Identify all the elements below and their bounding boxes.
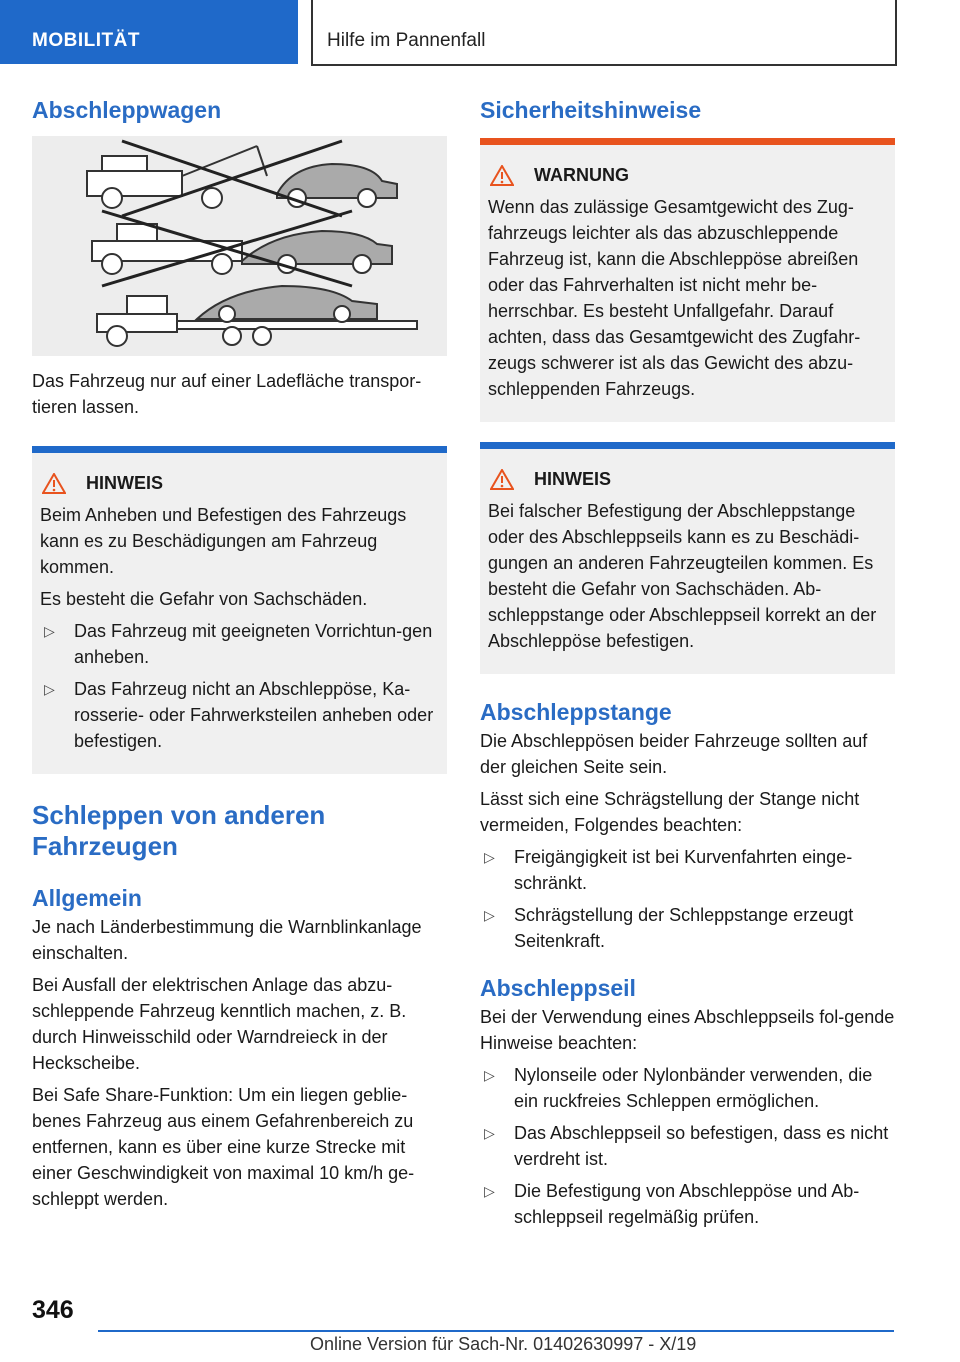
warning-triangle-icon bbox=[490, 469, 514, 490]
stange-list bbox=[480, 844, 895, 954]
stange-para-2: Lässt sich eine Schrägstellung der Stange nicht vermeiden, Folgendes beachten: bbox=[480, 788, 860, 835]
tow-truck-illustration bbox=[32, 136, 447, 356]
section-heading-allgemein: Allgemein bbox=[32, 885, 142, 912]
list-marker-icon: ▷ bbox=[484, 1182, 495, 1199]
list-item: ▷ Das Abschleppseil so befestigen, dass es nicht verdreht ist. bbox=[480, 1120, 895, 1172]
seil-para-1: Bei der Verwendung eines Abschleppseils fol-gende Hinweise beachten: bbox=[480, 1006, 895, 1053]
warning-triangle-icon bbox=[42, 473, 66, 494]
section-title-schleppen: Schleppen von anderen Fahrzeugen bbox=[32, 799, 326, 862]
hinweis-text: Bei falscher Befestigung der Abschleppstange oder des Abschleppseils kann es zu Beschädi-gungen an anderen Fahrzeugteilen kommen. Es besteht die Gefahr von Sachschäden. Ab-schleppstange oder Abschleppseil korrekt an der Abschleppöse befestigen. bbox=[488, 500, 877, 651]
right-column bbox=[480, 96, 895, 1236]
list-item: ▷ Das Fahrzeug mit geeigneten Vorrichtun-gen anheben. bbox=[40, 618, 439, 670]
hinweis-list bbox=[40, 618, 439, 754]
hinweis-para-2: Es besteht die Gefahr von Sachschäden. bbox=[40, 588, 368, 609]
chapter-title: Hilfe im Pannenfall bbox=[327, 30, 486, 51]
list-marker-icon: ▷ bbox=[484, 906, 495, 923]
hinweis-title: HINWEIS bbox=[86, 472, 164, 493]
left-column bbox=[32, 96, 447, 1218]
list-marker-icon: ▷ bbox=[44, 622, 55, 639]
list-item: ▷ Nylonseile oder Nylonbänder verwenden, die ein ruckfreies Schleppen ermöglichen. bbox=[480, 1062, 895, 1114]
list-marker-icon: ▷ bbox=[44, 680, 55, 697]
footer-divider bbox=[98, 1330, 894, 1332]
allgemein-para-2: Bei Ausfall der elektrischen Anlage das abzu-schleppende Fahrzeug kenntlich machen, z. B. durch Hinweisschild oder Warndreieck in der Heckscheibe. bbox=[32, 975, 407, 1074]
list-marker-icon: ▷ bbox=[484, 1066, 495, 1083]
stange-para-1: Die Abschleppösen beider Fahrzeuge sollten auf der gleichen Seite sein. bbox=[480, 730, 868, 777]
tow-truck-illustration-svg bbox=[32, 136, 447, 356]
hinweis-box-right bbox=[480, 442, 895, 674]
section-heading-abschleppstange: Abschleppstange bbox=[480, 698, 672, 725]
chapter-header bbox=[311, 0, 897, 66]
allgemein-para-3: Bei Safe Share-Funktion: Um ein liegen geblie-benes Fahrzeug aus einem Gefahrenbereich zu entfernen, kann es über eine kurze Strecke mit einer Geschwindigkeit von maximal 10 km/h ge-schleppt werden. bbox=[32, 1085, 415, 1210]
section-heading-abschleppwagen: Abschleppwagen bbox=[32, 97, 222, 123]
hinweis-box-left bbox=[32, 446, 447, 774]
list-item: ▷ Die Befestigung von Abschleppöse und Ab-schleppseil regelmäßig prüfen. bbox=[480, 1178, 895, 1230]
warnung-text: Wenn das zulässige Gesamtgewicht des Zug-fahrzeugs leichter als das abzuschleppende Fahrzeug ist, kann die Abschleppöse abreißen oder das Fahrverhalten ist nicht mehr be-herrschbar. Es besteht Unfallgefahr. Darauf achten, dass das Gesamtgewicht des Zugfahr-zeugs schwerer ist als das Gewicht des abzu-schleppenden Fahrzeugs. bbox=[488, 196, 861, 399]
hinweis-title-row bbox=[488, 469, 887, 490]
section-tab bbox=[0, 0, 298, 64]
warnung-title-row bbox=[488, 165, 887, 186]
hinweis-title-row bbox=[40, 473, 439, 494]
warnung-box bbox=[480, 138, 895, 422]
list-item: ▷ Freigängigkeit ist bei Kurvenfahrten einge-schränkt. bbox=[480, 844, 895, 896]
seil-list bbox=[480, 1062, 895, 1230]
list-marker-icon: ▷ bbox=[484, 848, 495, 865]
footer-text: Online Version für Sach-Nr. 01402630997 - X/19 bbox=[310, 1334, 697, 1354]
warning-triangle-icon bbox=[490, 165, 514, 186]
section-label: MOBILITÄT bbox=[32, 30, 140, 51]
list-item: ▷ Das Fahrzeug nicht an Abschleppöse, Ka-rosserie- oder Fahrwerksteilen anheben oder befestigen. bbox=[40, 676, 439, 754]
caption-text: Das Fahrzeug nur auf einer Ladefläche transpor-tieren lassen. bbox=[32, 370, 422, 417]
warnung-title: WARNUNG bbox=[534, 164, 629, 185]
section-heading-abschleppseil: Abschleppseil bbox=[480, 974, 636, 1001]
hinweis-title: HINWEIS bbox=[534, 468, 612, 489]
list-item: ▷ Schrägstellung der Schleppstange erzeugt Seitenkraft. bbox=[480, 902, 895, 954]
allgemein-para-1: Je nach Länderbestimmung die Warnblinkanlage einschalten. bbox=[32, 917, 422, 964]
hinweis-para-1: Beim Anheben und Befestigen des Fahrzeugs kann es zu Beschädigungen am Fahrzeug kommen. bbox=[40, 504, 407, 577]
list-marker-icon: ▷ bbox=[484, 1124, 495, 1141]
page-number: 346 bbox=[32, 1296, 74, 1324]
section-heading-sicherheit: Sicherheitshinweise bbox=[480, 97, 702, 123]
